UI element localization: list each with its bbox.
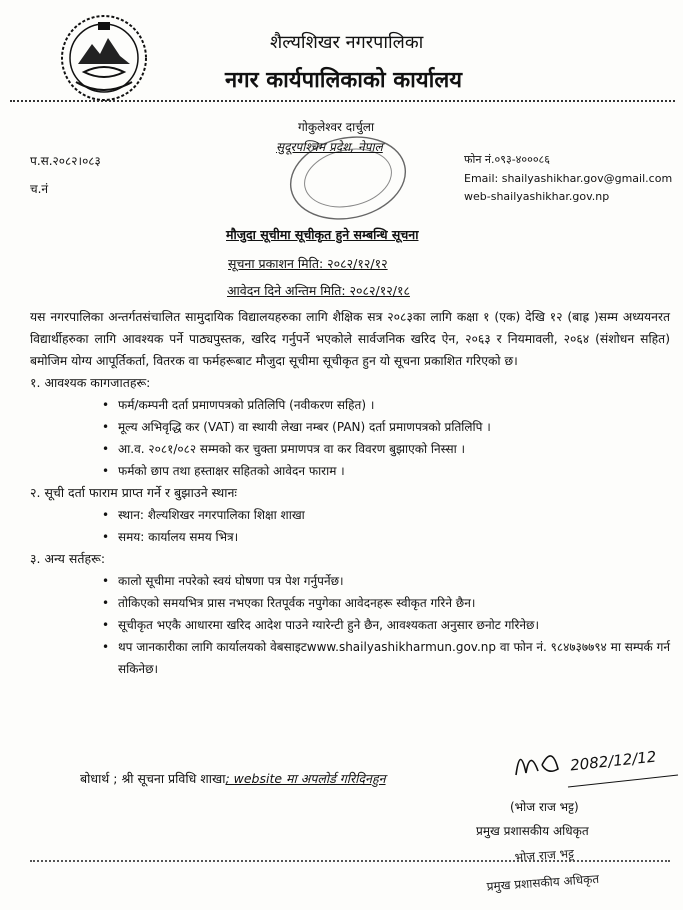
list-item: • फर्मको छाप तथा हस्ताक्षर सहितको आवेदन फाराम । [100, 460, 670, 482]
list-item: • फर्म/कम्पनी दर्ता प्रमाणपत्रको प्रतिलिपि (नवीकरण सहित) । [100, 394, 670, 416]
section-heading: २. सूची दर्ता फाराम प्राप्त गर्ने र बुझाउने स्थानः [30, 485, 237, 500]
list-item: • स्थान: शैल्यशिखर नगरपालिका शिक्षा शाखा [100, 504, 670, 526]
cc-line [80, 770, 386, 787]
submission-place-list [100, 504, 670, 548]
list-item: • आ.व. २०८१/०८२ सम्मको कर चुक्ता प्रमाणपत्र वा कर विवरण बुझाएको निस्सा । [100, 438, 670, 460]
header-divider [10, 100, 675, 102]
cc-label: बोधार्थ ; श्री सूचना प्रविधि शाखा [80, 771, 226, 786]
address-line-1: गोकुलेश्वर दार्चुला [298, 120, 375, 134]
list-item: • मूल्य अभिवृद्धि कर (VAT) वा स्थायी लेखा नम्बर (PAN) दर्ता प्रमाणपत्रको प्रतिलिपि । [100, 416, 670, 438]
seal-title: प्रमुख प्रशासकीय अधिकृत [486, 871, 600, 894]
notice-body [30, 306, 670, 680]
email-line [464, 172, 672, 185]
website-link[interactable]: web-shailyashikhar.gov.np [464, 190, 610, 203]
list-item: • तोकिएको समयभित्र प्रास नभएका रितपूर्वक नपुगेका आवेदनहरू स्वीकृत गरिने छैन। [100, 592, 670, 614]
seal-name: भोज राज भट्ट [514, 846, 575, 865]
address-line-2: सुदूरपश्चिम प्रदेश, नेपाल [276, 140, 383, 154]
email-link[interactable]: shailyashikhar.gov@gmail.com [501, 172, 673, 185]
signatory-title: प्रमुख प्रशासकीय अधिकृत [476, 824, 589, 838]
section-heading: ३. अन्य सर्तहरू: [30, 551, 106, 566]
reference-number: प.स.२०८२।०८३ [30, 154, 101, 168]
section-heading: १. आवश्यक कागजातहरू: [30, 375, 151, 390]
required-documents-list [100, 394, 670, 482]
nepal-emblem-logo [58, 12, 150, 104]
email-label: Email: [464, 172, 499, 185]
intro-paragraph: यस नगरपालिका अन्तर्गतसंचालित सामुदायिक विद्यालयहरुका लागि शैक्षिक सत्र २०८३का लागि कक्षा १ (एक) देखि १२ (बाह्र )सम्म अध्ययनरत विद्यार्थीहरुका लागि आवश्यक पर्ने पाठ्यपुस्तक, खरिद गर्नुपर्ने भएकोले सार्वजनिक खरिद ऐन, २०६३ र नियमावली, २०६४ (संशोधन सहित) बमोजिम योग्य आपूर्तिकर्ता, वितरक वा फर्महरूबाट मौजुदा सूचीमा सूचीकृत हुन यो सूचना प्रकाशित गरिएको छ। [30, 310, 670, 368]
list-item: • कालो सूचीमा नपरेको स्वयं घोषणा पत्र पेश गर्नुपर्नेछ। [100, 570, 670, 592]
signatory-name: (भोज राज भट्ट) [510, 800, 579, 814]
section-other-terms [30, 548, 670, 680]
application-deadline: आवेदन दिने अन्तिम मिति: २०८२/१२/१८ [227, 283, 410, 298]
publication-date: सूचना प्रकाशन मिति: २०८२/१२/१२ [228, 256, 388, 271]
phone-number: फोन नं.०९३-४०००८६ [464, 153, 550, 166]
notice-title: मौजुदा सूचीमा सूचीकृत हुने सम्बन्धि सूचना [226, 227, 419, 242]
section-required-documents [30, 372, 670, 482]
section-submission-place [30, 482, 670, 548]
municipality-name: शैल्यशिखर नगरपालिका [270, 32, 424, 53]
list-item: • थप जानकारीका लागि कार्यालयको वेबसाइटwww.shailyashikharmun.gov.np वा फोन नं. ९८४७३७७९४ मा सम्पर्क गर्न सकिनेछ। [100, 636, 670, 680]
office-name: नगर कार्यपालिकाको कार्यालय [225, 68, 462, 93]
signature-date: 2082/12/12 [569, 747, 658, 775]
list-item: • सूचीकृत भएकै आधारमा खरिद आदेश पाउने ग्यारेन्टी हुने छैन, आवश्यकता अनुसार छनोट गरिनेछ। [100, 614, 670, 636]
cc-note: ; website मा अपलोर्ड गरिदिनहुन [225, 771, 386, 786]
other-terms-list [100, 570, 670, 680]
signatory-rubber-stamp [484, 837, 678, 908]
list-item: • समय: कार्यालय समय भित्र। [100, 526, 670, 548]
dispatch-number: च.नं [30, 182, 49, 196]
